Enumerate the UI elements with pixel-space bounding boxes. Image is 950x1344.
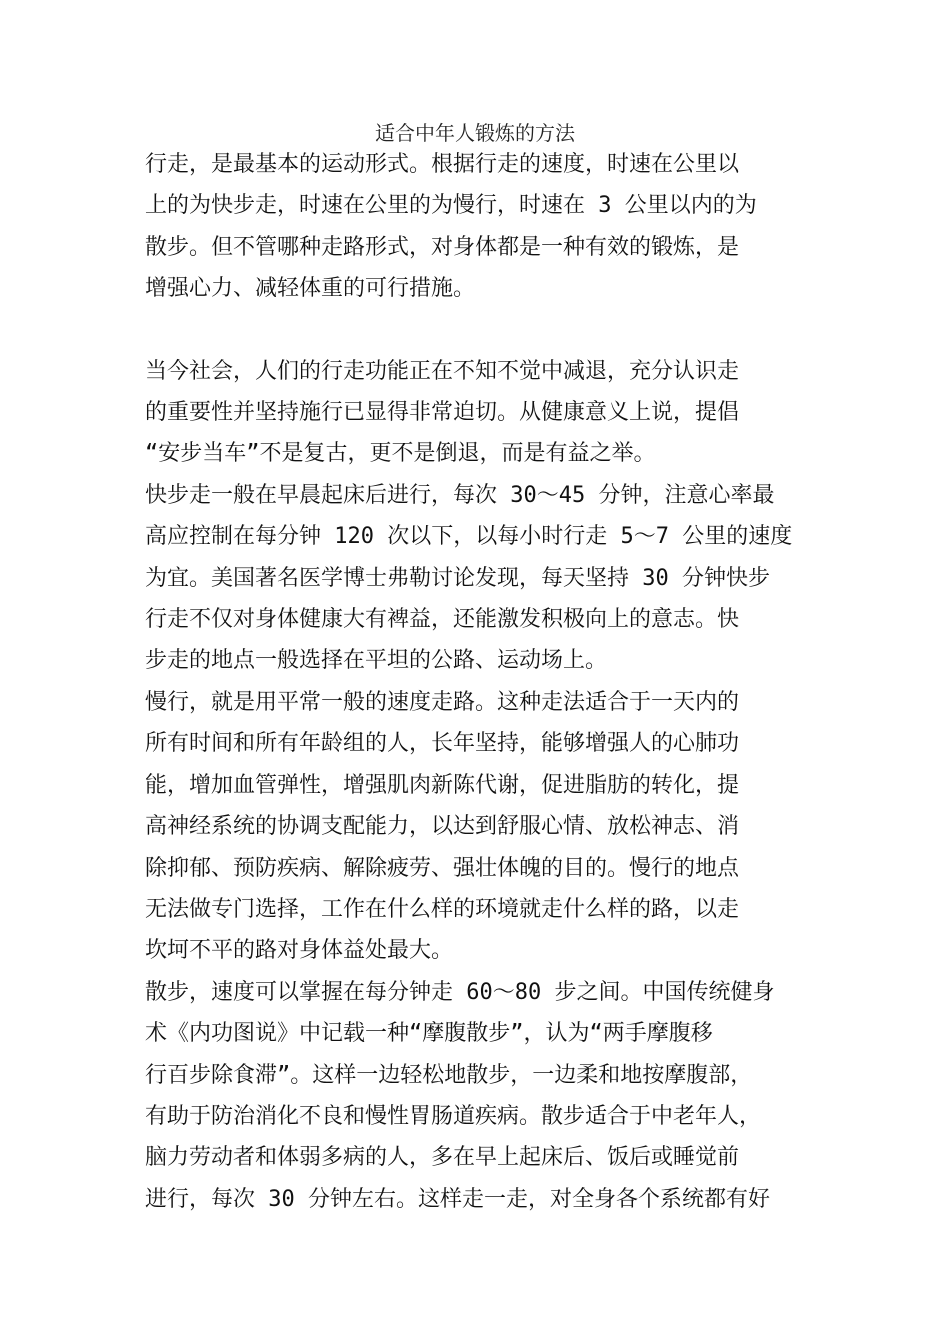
text-line: 术《内功图说》中记载一种“摩腹散步”，认为“两手摩腹移 bbox=[145, 1021, 713, 1047]
text-line: 为宜。美国著名医学博士弗勒讨论发现，每天坚持 30 分钟快步 bbox=[145, 565, 770, 591]
paragraph-stroll bbox=[145, 972, 835, 1220]
text-line: 散步。但不管哪种走路形式，对身体都是一种有效的锻炼，是 bbox=[145, 234, 740, 260]
text-line: 高应控制在每分钟 120 次以下，以每小时行走 5～7 公里的速度 bbox=[145, 524, 793, 550]
text-line: 步走的地点一般选择在平坦的公路、运动场上。 bbox=[145, 648, 608, 674]
text-line: 行百步除食滞”。这样一边轻松地散步，一边柔和地按摩腹部， bbox=[145, 1062, 753, 1088]
text-line: 增强心力、减轻体重的可行措施。 bbox=[145, 276, 476, 302]
text-line: 行走，是最基本的运动形式。根据行走的速度，时速在公里以 bbox=[145, 152, 740, 177]
text-line: 脑力劳动者和体弱多病的人，多在早上起床后、饭后或睡觉前 bbox=[145, 1145, 740, 1171]
document-title: 适合中年人锻炼的方法 bbox=[375, 121, 575, 145]
text-line: 的重要性并坚持施行已显得非常迫切。从健康意义上说，提倡 bbox=[145, 400, 740, 426]
text-line: 无法做专门选择，工作在什么样的环境就走什么样的路，以走 bbox=[145, 896, 740, 922]
paragraph-slow-walk bbox=[145, 682, 835, 972]
text-line: 慢行，就是用平常一般的速度走路。这种走法适合于一天内的 bbox=[145, 689, 740, 715]
text-line: 坎坷不平的路对身体益处最大。 bbox=[145, 938, 454, 964]
paragraph-modern-society bbox=[145, 351, 835, 475]
text-line: 所有时间和所有年龄组的人，长年坚持，能够增强人的心肺功 bbox=[145, 731, 740, 757]
document-body bbox=[145, 144, 835, 1220]
text-line: 当今社会，人们的行走功能正在不知不觉中减退，充分认识走 bbox=[145, 358, 740, 384]
text-line: “安步当车”不是复古，更不是倒退，而是有益之举。 bbox=[145, 441, 656, 467]
paragraph-walking-intro bbox=[145, 144, 835, 310]
text-line: 能，增加血管弹性，增强肌肉新陈代谢，促进脂肪的转化，提 bbox=[145, 772, 740, 798]
text-line: 散步，速度可以掌握在每分钟走 60～80 步之间。中国传统健身 bbox=[145, 979, 775, 1005]
paragraph-brisk-walk bbox=[145, 475, 835, 682]
text-line: 除抑郁、预防疾病、解除疲劳、强壮体魄的目的。慢行的地点 bbox=[145, 855, 740, 881]
text-line: 有助于防治消化不良和慢性胃肠道疾病。散步适合于中老年人， bbox=[145, 1103, 762, 1129]
text-line: 高神经系统的协调支配能力，以达到舒服心情、放松神志、消 bbox=[145, 814, 740, 840]
text-line: 快步走一般在早晨起床后进行，每次 30～45 分钟，注意心率最 bbox=[145, 482, 775, 508]
text-line: 行走不仅对身体健康大有裨益，还能激发积极向上的意志。快 bbox=[145, 607, 740, 633]
text-line: 上的为快步走，时速在公里的为慢行，时速在 3 公里以内的为 bbox=[145, 193, 757, 219]
text-line: 进行，每次 30 分钟左右。这样走一走，对全身各个系统都有好 bbox=[145, 1186, 770, 1212]
